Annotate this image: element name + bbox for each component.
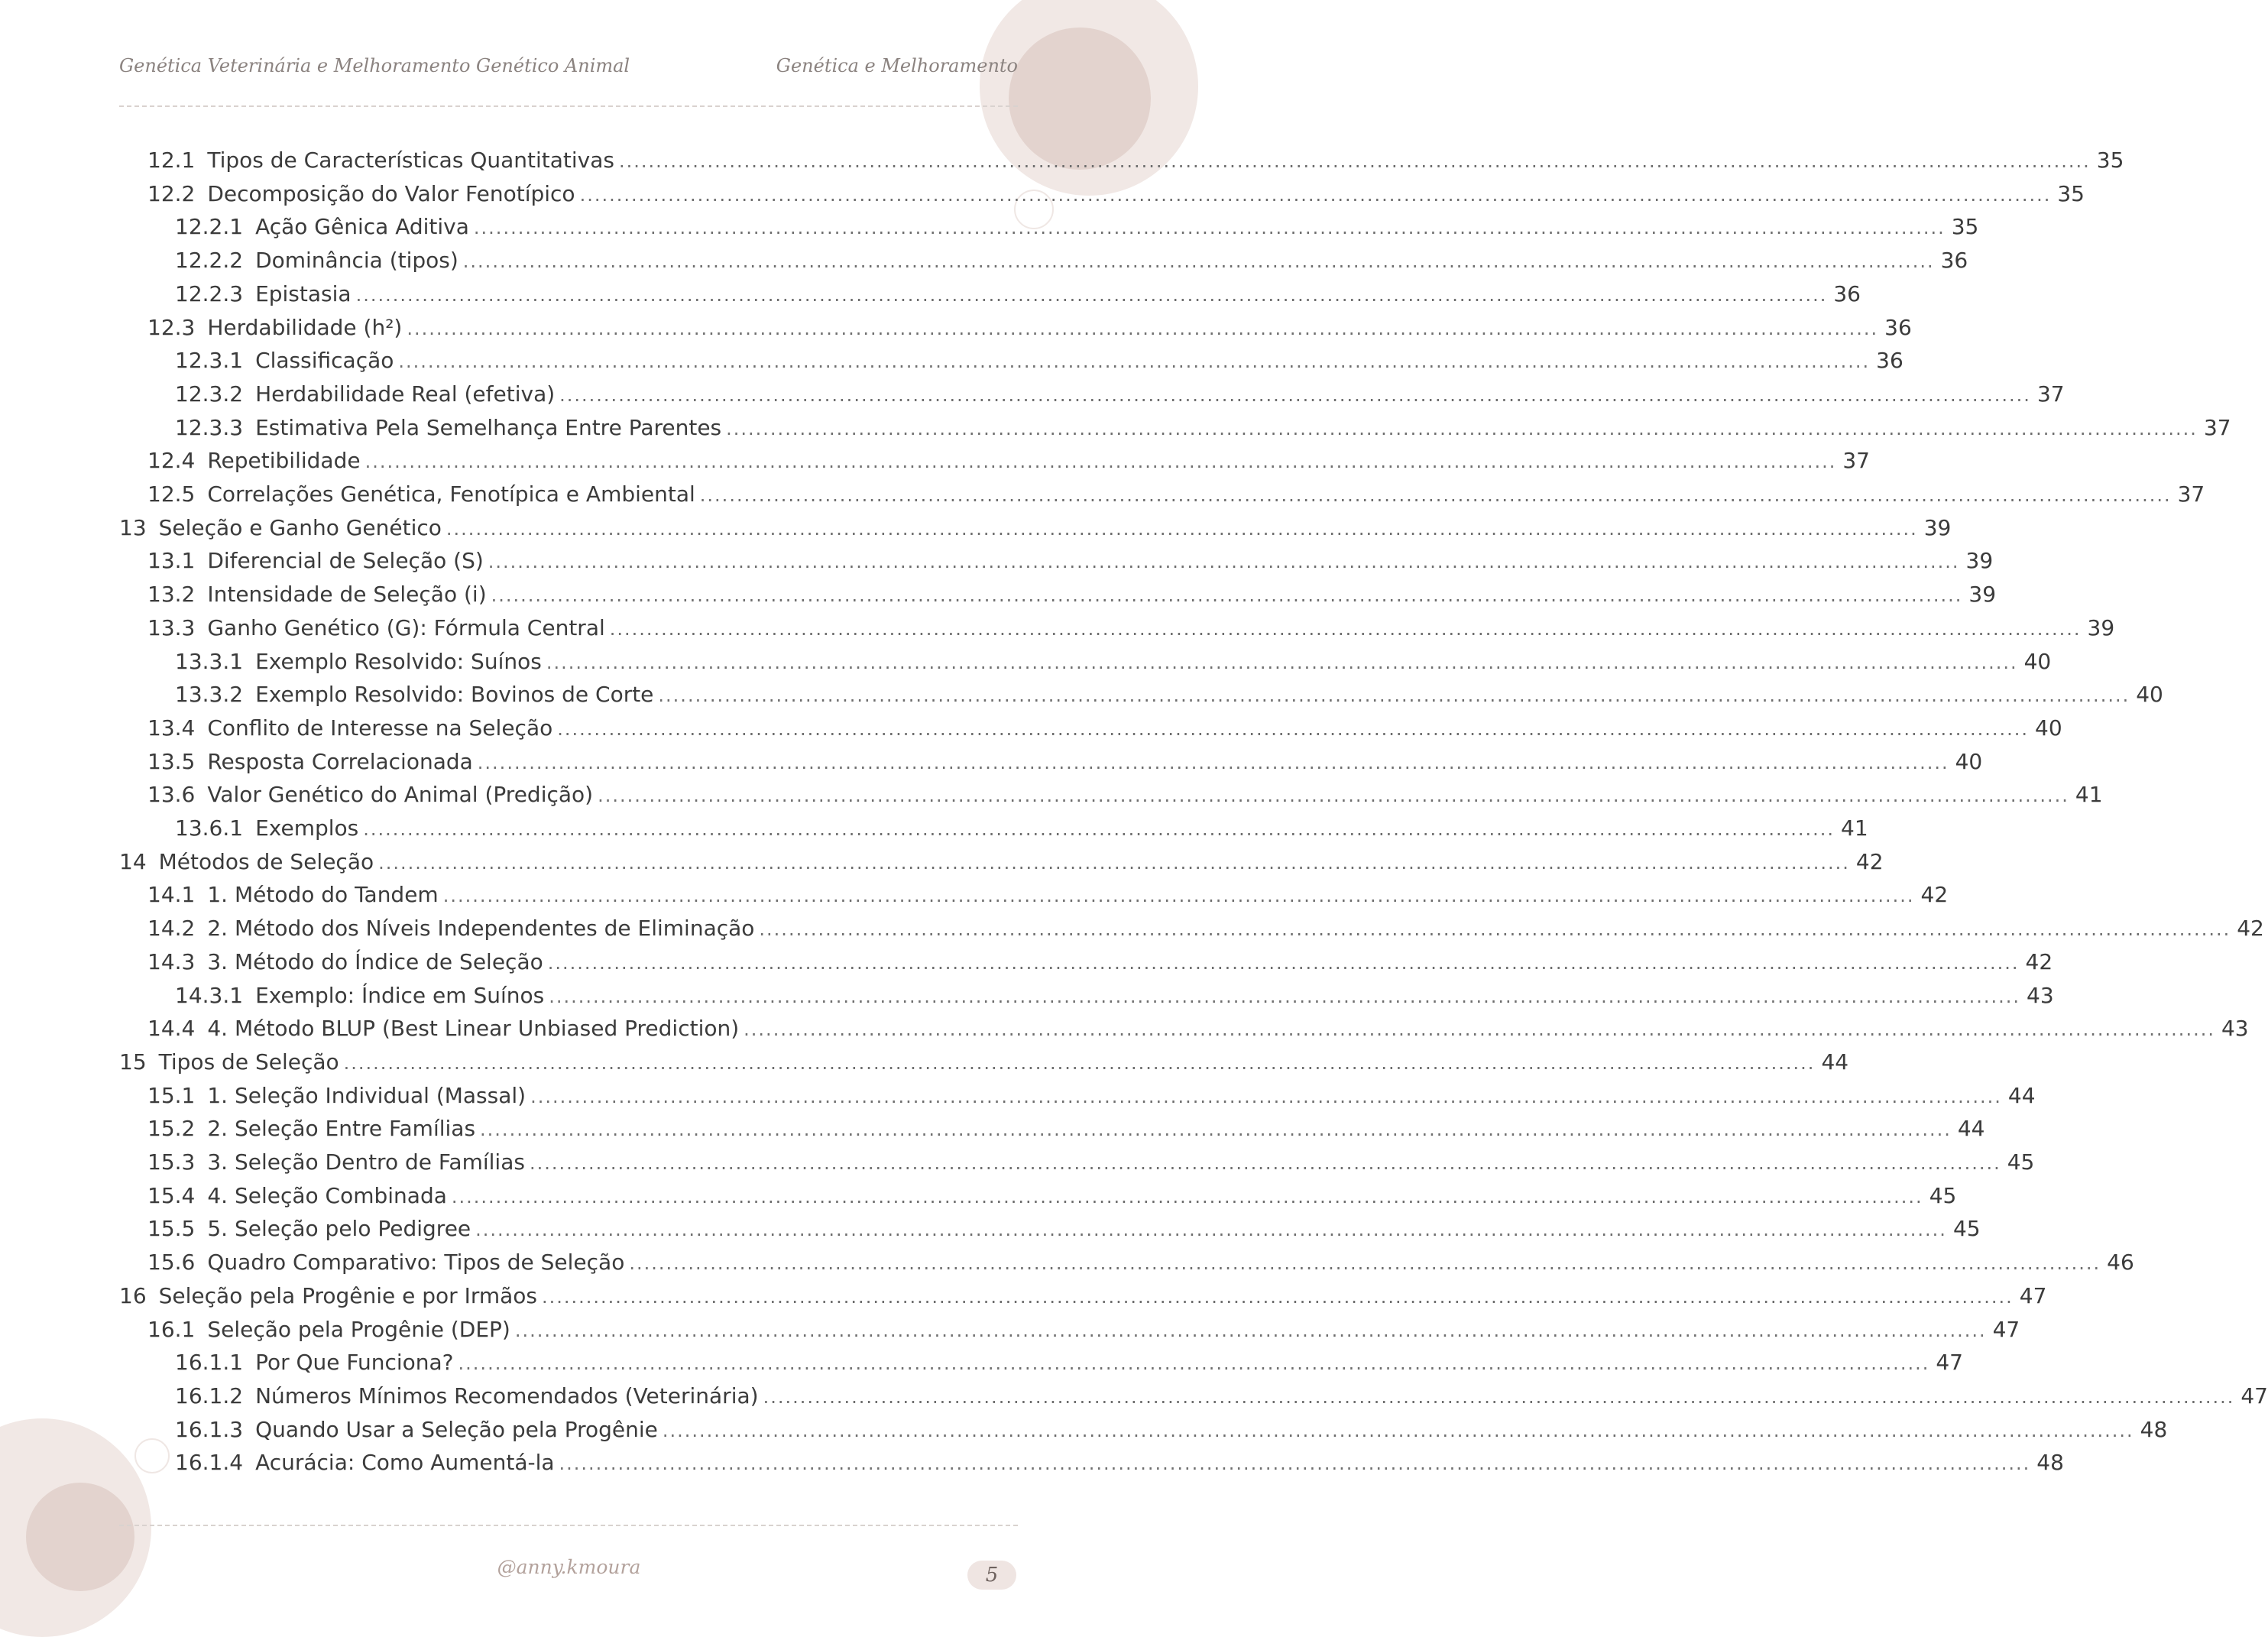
toc-entry-number: 12.3.2: [175, 381, 244, 407]
toc-entry-page-number: 40: [2023, 648, 2052, 674]
toc-entry-page-number: 35: [2057, 180, 2085, 206]
toc-entry[interactable]: [147, 311, 1912, 345]
toc-entry-page-number: 45: [1952, 1216, 1981, 1242]
toc-entry-leader-dots: ........................................................................................................................................................................................................: [763, 1386, 2235, 1408]
toc-entry-title: 1. Método do Tandem: [207, 882, 439, 908]
toc-entry-number: 12.2.1: [175, 214, 244, 240]
toc-entry-leader-dots: ........................................................................................................................................................................................................: [480, 1119, 1952, 1141]
toc-entry-number: 12.5: [147, 481, 196, 507]
toc-entry-number: 12.3.3: [175, 414, 244, 440]
toc-entry-title: Ganho Genético (G): Fórmula Central: [207, 614, 605, 640]
toc-entry[interactable]: [147, 878, 1949, 912]
toc-entry-leader-dots: ........................................................................................................................................................................................................: [343, 1052, 1816, 1074]
toc-entry-title: Decomposição do Valor Fenotípico: [207, 180, 575, 206]
toc-entry-title: Tipos de Características Quantitativas: [207, 147, 614, 173]
toc-entry-number: 13.4: [147, 715, 196, 741]
toc-entry[interactable]: [147, 478, 2205, 511]
toc-entry[interactable]: [119, 1279, 2047, 1313]
toc-entry-page-number: 42: [1855, 848, 1884, 874]
toc-entry-page-number: 42: [2025, 948, 2053, 974]
footer-divider: [119, 1525, 1018, 1526]
toc-entry-number: 14.1: [147, 882, 196, 908]
toc-entry-number: 12.1: [147, 147, 196, 173]
toc-entry-page-number: 37: [2203, 414, 2231, 440]
toc-entry-title: Exemplo Resolvido: Suínos: [255, 648, 542, 674]
toc-entry-title: Quando Usar a Seleção pela Progênie: [255, 1416, 658, 1442]
toc-entry-leader-dots: ........................................................................................................................................................................................................: [473, 217, 1946, 239]
toc-entry-page-number: 45: [1929, 1182, 1957, 1208]
toc-entry-number: 12.3: [147, 314, 196, 340]
toc-entry-page-number: 39: [1965, 548, 1994, 574]
toc-entry-leader-dots: ........................................................................................................................................................................................................: [546, 651, 2018, 673]
toc-entry-number: 13: [119, 514, 147, 540]
toc-entry[interactable]: [175, 378, 2065, 411]
toc-entry[interactable]: [175, 277, 1861, 311]
toc-entry-title: Herdabilidade (h²): [207, 314, 403, 340]
toc-entry-leader-dots: ........................................................................................................................................................................................................: [462, 251, 1935, 273]
toc-entry[interactable]: [147, 177, 2085, 211]
toc-entry-page-number: 42: [1920, 882, 1949, 908]
toc-entry[interactable]: [175, 1413, 2168, 1447]
toc-entry-leader-dots: ........................................................................................................................................................................................................: [557, 718, 2030, 740]
toc-entry-number: 15: [119, 1049, 147, 1075]
toc-entry-page-number: 47: [1992, 1316, 2020, 1342]
toc-entry-title: 3. Método do Índice de Seleção: [207, 948, 543, 974]
toc-entry-page-number: 39: [2087, 614, 2115, 640]
toc-entry-number: 14.2: [147, 916, 196, 942]
toc-entry-page-number: 36: [1884, 314, 1912, 340]
toc-entry-page-number: 36: [1876, 348, 1904, 374]
toc-entry-title: Valor Genético do Animal (Predição): [207, 782, 594, 808]
toc-entry-number: 16.1.1: [175, 1350, 244, 1376]
toc-entry-leader-dots: ........................................................................................................................................................................................................: [446, 517, 1918, 540]
toc-entry-page-number: 44: [2007, 1082, 2036, 1108]
toc-entry-leader-dots: ........................................................................................................................................................................................................: [547, 951, 2020, 974]
toc-entry-leader-dots: ........................................................................................................................................................................................................: [759, 919, 2231, 941]
toc-entry-leader-dots: ........................................................................................................................................................................................................: [363, 818, 1835, 840]
toc-entry-title: Correlações Genética, Fenotípica e Ambiental: [207, 481, 695, 507]
toc-entry-page-number: 46: [2107, 1250, 2134, 1276]
decorative-ring-bottom-left: [134, 1438, 170, 1473]
toc-entry-title: Exemplos: [255, 815, 359, 841]
toc-entry-page-number: 47: [2240, 1383, 2268, 1408]
toc-entry-title: Métodos de Seleção: [158, 848, 374, 874]
toc-entry[interactable]: [147, 611, 2115, 645]
toc-entry-number: 16.1: [147, 1316, 196, 1342]
toc-entry-leader-dots: ........................................................................................................................................................................................................: [442, 885, 1915, 907]
toc-entry-number: 15.5: [147, 1216, 196, 1242]
toc-entry-title: 1. Seleção Individual (Massal): [207, 1082, 526, 1108]
toc-entry-number: 14: [119, 848, 147, 874]
toc-entry[interactable]: [119, 511, 1952, 545]
toc-entry-title: Acurácia: Como Aumentá-la: [255, 1450, 555, 1476]
toc-entry-title: Herdabilidade Real (efetiva): [255, 381, 556, 407]
toc-entry-title: Dominância (tipos): [255, 248, 458, 274]
toc-entry-number: 16.1.4: [175, 1450, 244, 1476]
toc-entry[interactable]: [147, 1146, 2035, 1179]
toc-entry-number: 16.1.2: [175, 1383, 244, 1408]
toc-entry[interactable]: [147, 945, 2053, 979]
toc-entry-leader-dots: ........................................................................................................................................................................................................: [579, 183, 2052, 206]
running-header-section-title: Genética e Melhoramento: [776, 55, 1018, 76]
toc-entry-leader-dots: ........................................................................................................................................................................................................: [559, 384, 2031, 406]
toc-entry-number: 15.1: [147, 1082, 196, 1108]
toc-entry-title: 4. Método BLUP (Best Linear Unbiased Prediction): [207, 1016, 740, 1042]
toc-entry[interactable]: [175, 344, 1904, 378]
toc-entry-number: 14.3.1: [175, 982, 244, 1008]
toc-entry-number: 13.3: [147, 614, 196, 640]
toc-entry[interactable]: [175, 210, 1979, 244]
toc-entry-title: Epistasia: [255, 280, 352, 306]
toc-entry-leader-dots: ........................................................................................................................................................................................................: [355, 284, 1828, 306]
toc-entry-page-number: 44: [1821, 1049, 1849, 1075]
footer-author-handle: @anny.kmoura: [497, 1556, 641, 1578]
toc-entry[interactable]: [175, 812, 1868, 845]
toc-entry-leader-dots: ........................................................................................................................................................................................................: [598, 785, 2069, 807]
toc-entry-leader-dots: ........................................................................................................................................................................................................: [744, 1019, 2215, 1041]
toc-entry-title: 2. Método dos Níveis Independentes de Eliminação: [207, 916, 755, 942]
toc-entry[interactable]: [175, 1346, 1963, 1379]
toc-entry-number: 13.6.1: [175, 815, 244, 841]
toc-entry-leader-dots: ........................................................................................................................................................................................................: [514, 1319, 1987, 1341]
toc-entry-leader-dots: ........................................................................................................................................................................................................: [658, 685, 2130, 707]
toc-entry[interactable]: [175, 411, 2231, 445]
toc-entry-page-number: 36: [1940, 248, 1968, 274]
toc-entry-leader-dots: ........................................................................................................................................................................................................: [629, 1253, 2101, 1275]
toc-entry-page-number: 39: [1923, 514, 1952, 540]
toc-entry-page-number: 37: [2177, 481, 2205, 507]
toc-entry[interactable]: [147, 578, 1997, 611]
toc-entry[interactable]: [147, 1313, 2020, 1347]
toc-entry[interactable]: [147, 1246, 2134, 1279]
toc-entry-title: 3. Seleção Dentro de Famílias: [207, 1149, 525, 1175]
toc-entry[interactable]: [147, 778, 2103, 812]
toc-entry-title: Classificação: [255, 348, 394, 374]
toc-entry-title: Seleção pela Progênie (DEP): [207, 1316, 510, 1342]
header-divider: [119, 105, 1018, 107]
toc-entry[interactable]: [147, 1112, 1985, 1146]
toc-entry[interactable]: [175, 1379, 2268, 1413]
toc-entry-leader-dots: ........................................................................................................................................................................................................: [529, 1152, 2001, 1174]
toc-entry-number: 13.2: [147, 582, 196, 608]
toc-entry-number: 14.3: [147, 948, 196, 974]
toc-entry-number: 13.6: [147, 782, 196, 808]
toc-entry-page-number: 48: [2140, 1416, 2168, 1442]
toc-entry-page-number: 47: [1936, 1350, 1963, 1376]
toc-entry-title: Ação Gênica Aditiva: [255, 214, 469, 240]
toc-entry-leader-dots: ........................................................................................................................................................................................................: [549, 985, 2021, 1007]
toc-entry-page-number: 40: [1955, 748, 1983, 774]
toc-entry-title: Repetibilidade: [207, 448, 361, 474]
toc-entry-number: 16: [119, 1282, 147, 1308]
toc-entry[interactable]: [119, 845, 1884, 879]
toc-entry[interactable]: [147, 1079, 2036, 1113]
toc-entry-number: 12.2.3: [175, 280, 244, 306]
toc-entry-page-number: 45: [2007, 1149, 2035, 1175]
toc-entry-title: 4. Seleção Combinada: [207, 1182, 447, 1208]
toc-entry-leader-dots: ........................................................................................................................................................................................................: [488, 551, 1960, 573]
toc-entry-number: 13.1: [147, 548, 196, 574]
toc-entry-title: 5. Seleção pelo Pedigree: [207, 1216, 471, 1242]
toc-entry-title: Exemplo: Índice em Suínos: [255, 982, 545, 1008]
toc-entry[interactable]: [147, 745, 1983, 779]
toc-entry-page-number: 36: [1833, 280, 1861, 306]
toc-entry-title: Seleção e Ganho Genético: [158, 514, 442, 540]
toc-entry-leader-dots: ........................................................................................................................................................................................................: [477, 751, 1949, 773]
toc-entry[interactable]: [175, 244, 1968, 277]
toc-entry[interactable]: [147, 544, 1994, 578]
toc-entry-number: 15.2: [147, 1116, 196, 1142]
toc-entry-number: 15.6: [147, 1250, 196, 1276]
toc-entry-number: 13.3.1: [175, 648, 244, 674]
toc-entry-number: 13.5: [147, 748, 196, 774]
toc-entry-leader-dots: ........................................................................................................................................................................................................: [530, 1085, 2002, 1107]
toc-entry-number: 14.4: [147, 1016, 196, 1042]
toc-entry-leader-dots: ........................................................................................................................................................................................................: [378, 851, 1850, 874]
toc-entry-leader-dots: ........................................................................................................................................................................................................: [458, 1353, 1930, 1375]
toc-entry-number: 12.2: [147, 180, 196, 206]
toc-entry-title: Seleção pela Progênie e por Irmãos: [158, 1282, 538, 1308]
toc-entry[interactable]: [147, 1012, 2249, 1045]
toc-entry-title: Tipos de Seleção: [158, 1049, 339, 1075]
toc-entry[interactable]: [119, 1045, 1849, 1079]
toc-entry-page-number: 43: [2027, 982, 2054, 1008]
toc-entry[interactable]: [175, 1446, 2064, 1480]
toc-entry-leader-dots: ........................................................................................................................................................................................................: [491, 585, 1963, 607]
toc-entry[interactable]: [147, 144, 2124, 177]
toc-entry-leader-dots: ........................................................................................................................................................................................................: [451, 1185, 1923, 1207]
toc-entry-page-number: 40: [2035, 715, 2062, 741]
toc-entry-leader-dots: ........................................................................................................................................................................................................: [542, 1285, 2014, 1308]
toc-entry-number: 13.3.2: [175, 682, 244, 708]
toc-entry-page-number: 41: [2075, 782, 2103, 808]
toc-entry-title: Conflito de Interesse na Seleção: [207, 715, 553, 741]
toc-entry-title: 2. Seleção Entre Famílias: [207, 1116, 476, 1142]
toc-entry-page-number: 39: [1968, 582, 1997, 608]
toc-entry-title: Resposta Correlacionada: [207, 748, 473, 774]
toc-entry-title: Por Que Funciona?: [255, 1350, 454, 1376]
toc-entry-leader-dots: ........................................................................................................................................................................................................: [407, 317, 1879, 339]
toc-entry-number: 12.3.1: [175, 348, 244, 374]
toc-entry-page-number: 42: [2237, 916, 2264, 942]
toc-entry[interactable]: [147, 1212, 1981, 1246]
toc-entry[interactable]: [175, 979, 2054, 1013]
toc-entry-leader-dots: ........................................................................................................................................................................................................: [398, 351, 1871, 373]
toc-entry-page-number: 43: [2221, 1016, 2249, 1042]
toc-entry-page-number: 47: [2019, 1282, 2047, 1308]
toc-entry-page-number: 35: [2096, 147, 2124, 173]
toc-entry-number: 15.4: [147, 1182, 196, 1208]
running-header-book-title: Genética Veterinária e Melhoramento Genético Animal: [119, 55, 630, 76]
toc-entry[interactable]: [175, 678, 2163, 712]
toc-entry[interactable]: [147, 912, 2264, 945]
toc-entry[interactable]: [147, 712, 2062, 745]
toc-entry[interactable]: [147, 444, 1870, 478]
toc-entry-number: 15.3: [147, 1149, 196, 1175]
toc-entry-page-number: 37: [2036, 381, 2065, 407]
toc-entry-title: Quadro Comparativo: Tipos de Seleção: [207, 1250, 625, 1276]
toc-entry-number: 12.2.2: [175, 248, 244, 274]
toc-entry[interactable]: [175, 645, 2052, 679]
toc-entry-page-number: 44: [1957, 1116, 1985, 1142]
toc-entry-leader-dots: ........................................................................................................................................................................................................: [726, 417, 2198, 439]
page-number-badge: 5: [967, 1561, 1016, 1590]
toc-entry-leader-dots: ........................................................................................................................................................................................................: [559, 1453, 2031, 1475]
toc-entry-leader-dots: ........................................................................................................................................................................................................: [364, 451, 1837, 473]
toc-entry-leader-dots: ........................................................................................................................................................................................................: [475, 1219, 1947, 1241]
toc-entry-leader-dots: ........................................................................................................................................................................................................: [618, 151, 2091, 172]
toc-entry-number: 12.4: [147, 448, 196, 474]
toc-entry-page-number: 35: [1951, 214, 1979, 240]
toc-entry[interactable]: [147, 1179, 1957, 1213]
toc-entry-leader-dots: ........................................................................................................................................................................................................: [699, 485, 2172, 506]
toc-entry-leader-dots: ........................................................................................................................................................................................................: [609, 618, 2082, 640]
toc-entry-number: 16.1.3: [175, 1416, 244, 1442]
toc-entry-page-number: 37: [1842, 448, 1870, 474]
toc-entry-page-number: 40: [2136, 682, 2163, 708]
toc-entry-title: Estimativa Pela Semelhança Entre Parentes: [255, 414, 722, 440]
toc-entry-title: Intensidade de Seleção (i): [207, 582, 487, 608]
toc-entry-title: Números Mínimos Recomendados (Veterinária): [255, 1383, 759, 1408]
toc-entry-title: Diferencial de Seleção (S): [207, 548, 484, 574]
toc-entry-leader-dots: ........................................................................................................................................................................................................: [662, 1419, 2134, 1441]
toc-entry-title: Exemplo Resolvido: Bovinos de Corte: [255, 682, 654, 708]
toc-entry-page-number: 48: [2036, 1450, 2064, 1476]
toc-entry-page-number: 41: [1841, 815, 1868, 841]
